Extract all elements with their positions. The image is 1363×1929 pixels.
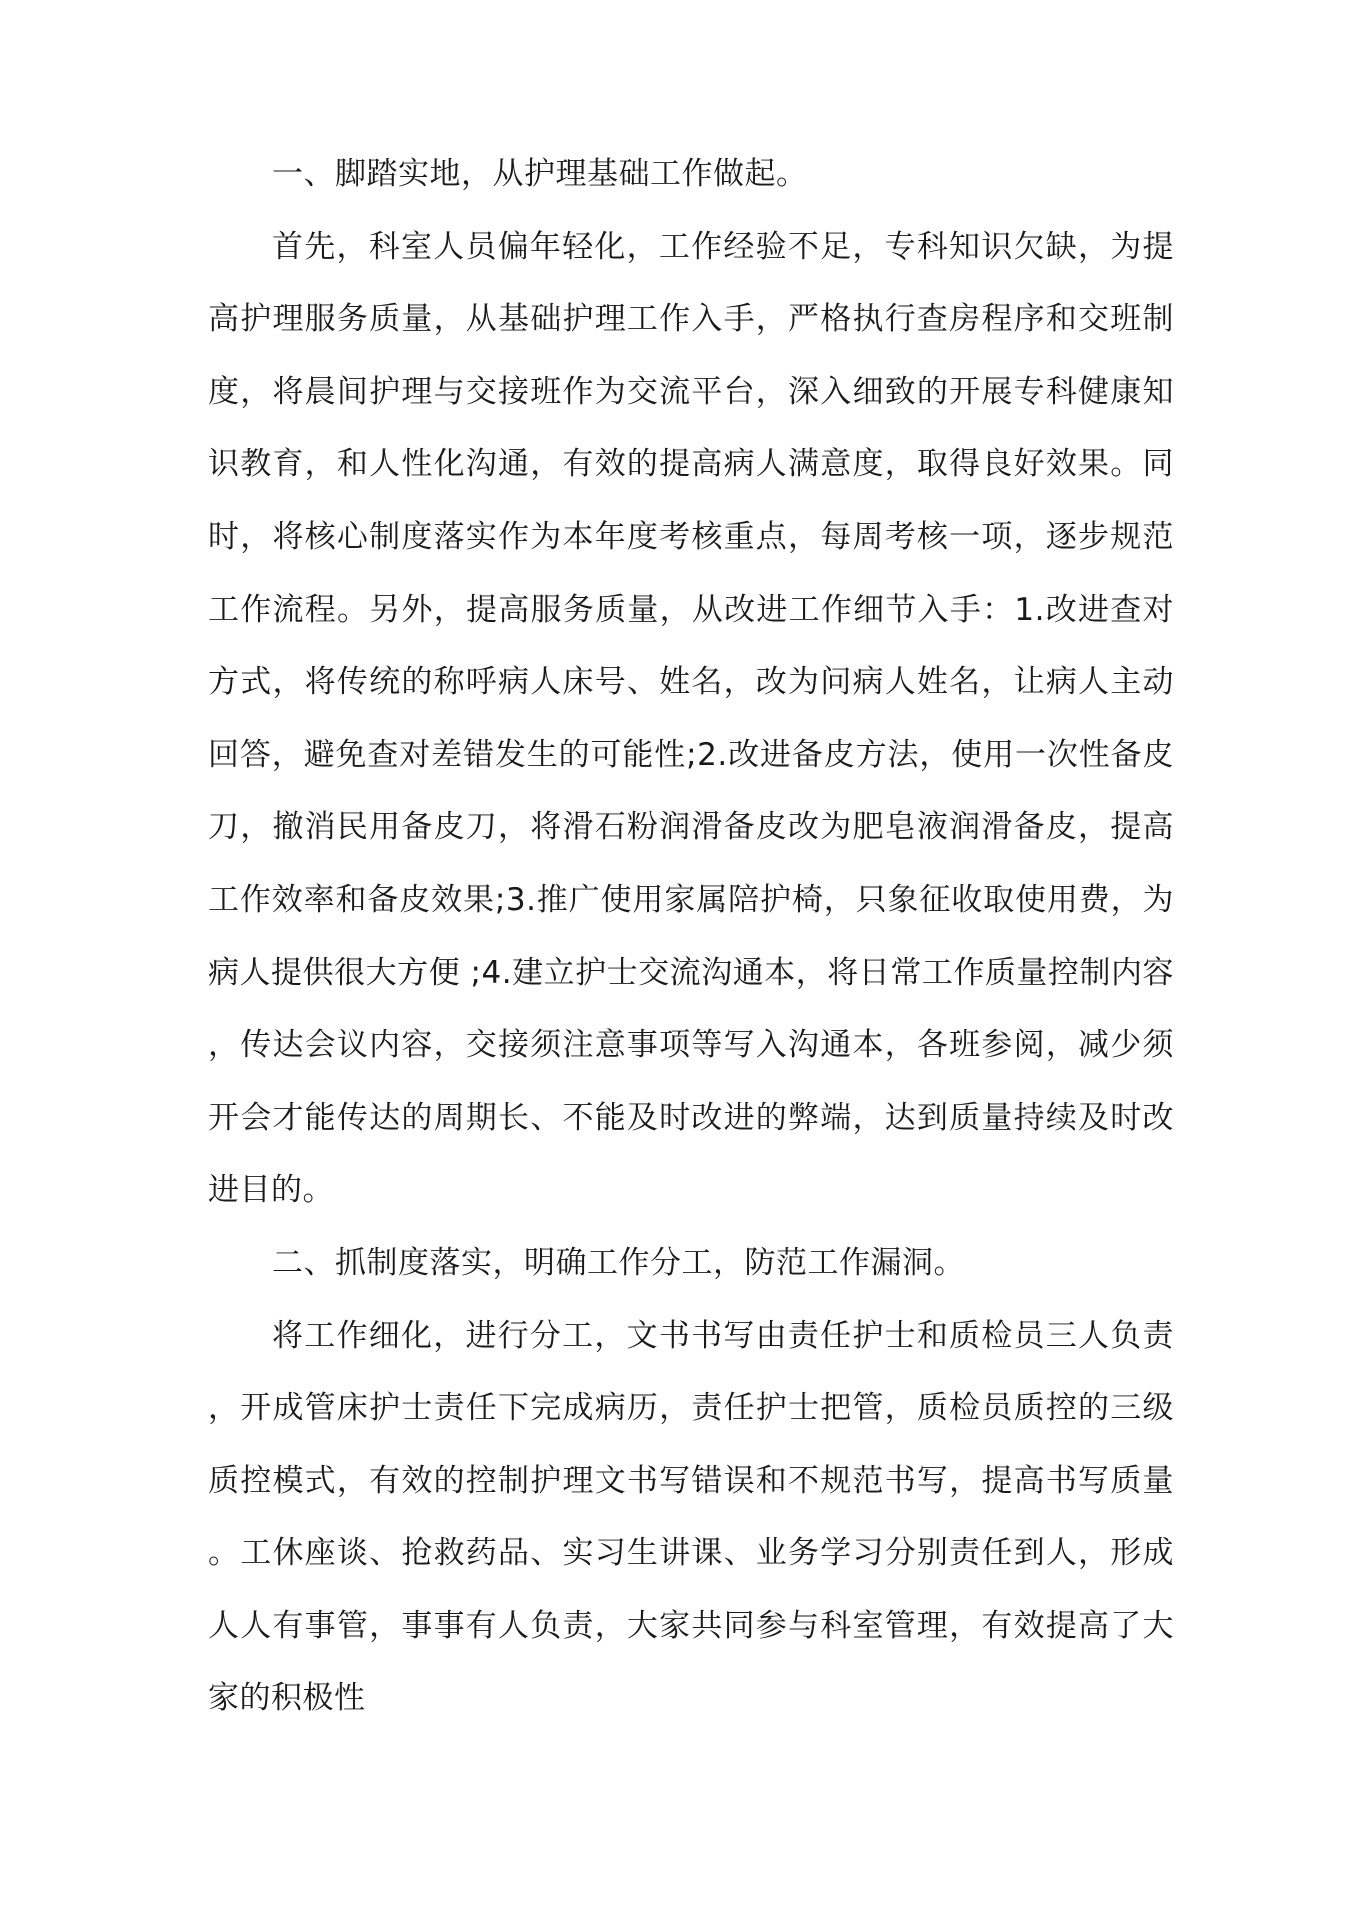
paragraph-section-one-body: 首先，科室人员偏年轻化，工作经验不足，专科知识欠缺，为提高护理服务质量，从基础护理工作入手，严格执行查房程序和交班制度，将晨间护理与交接班作为交流平台，深入细致的开展专科健康知识教育，和人性化沟通，有效的提高病人满意度，取得良好效果。同时，将核心制度落实作为本年度考核重点，每周考核一项，逐步规范工作流程。另外，提高服务质量，从改进工作细节入手：1.改进查对方式，将传统的称呼病人床号、姓名，改为问病人姓名，让病人主动回答，避免查对差错发生的可能性;2.改进备皮方法，使用一次性备皮刀，撤消民用备皮刀，将滑石粉润滑备皮改为肥皂液润滑备皮，提高工作效率和备皮效果;3.推广使用家属陪护椅，只象征收取使用费，为病人提供很大方便 ;4.建立护士交流沟通本，将日常工作质量控制内容，传达会议内容，交接须注意事项等写入沟通本，各班参阅，减少须开会才能传达的周期长、不能及时改进的弊端，达到质量持续及时改进目的。: [208, 228, 1174, 1209]
document-body: [208, 138, 1174, 1735]
heading-section-two: 二、抓制度落实，明确工作分工，防范工作漏洞。: [272, 1244, 965, 1281]
heading-section-one: 一、脚踏实地，从护理基础工作做起。: [272, 156, 808, 192]
paragraph-section-two-body: 将工作细化，进行分工，文书书写由责任护士和质检员三人负责，开成管床护士责任下完成病历，责任护士把管，质检员质控的三级质控模式，有效的控制护理文书写错误和不规范书写，提高书写质量。工休座谈、抢救药品、实习生讲课、业务学习分别责任到人，形成人人有事管，事事有人负责，大家共同参与科室管理，有效提高了大家的积极性: [208, 1317, 1174, 1717]
